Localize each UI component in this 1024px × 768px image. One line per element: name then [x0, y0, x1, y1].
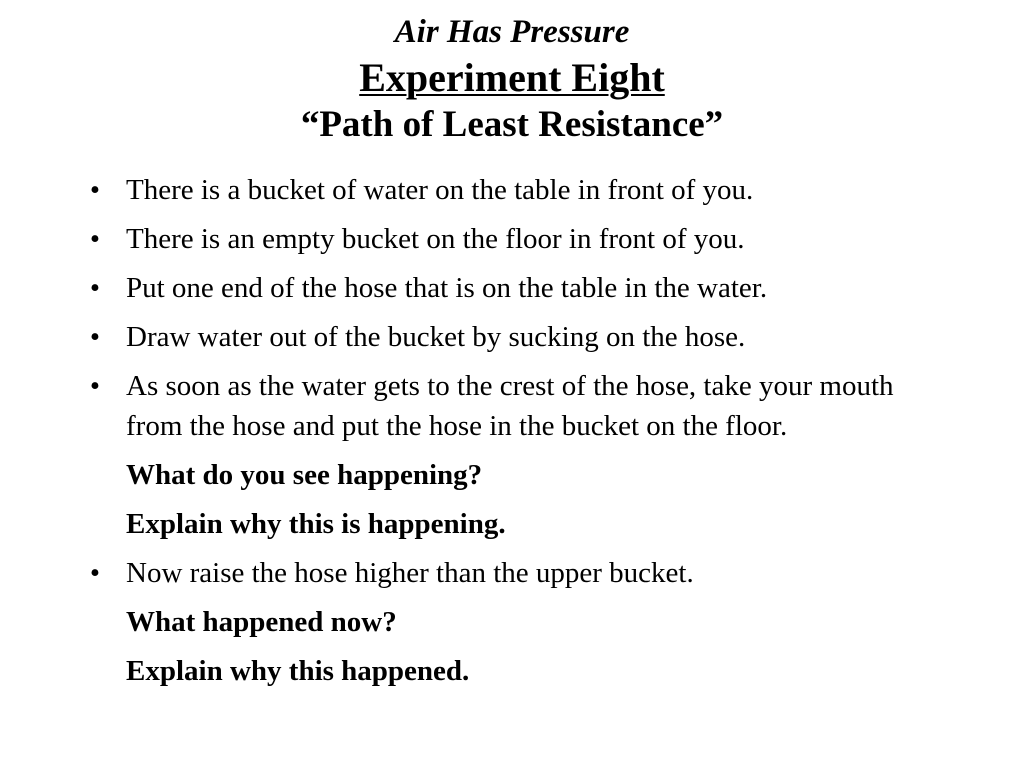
list-item-text: Now raise the hose higher than the upper bucket.	[126, 557, 694, 589]
list-item-text: As soon as the water gets to the crest of the hose, take your mouth from the hose and put the hose in the bucket on the floor.	[126, 370, 894, 442]
question-text: What do you see happening?	[126, 459, 483, 491]
question-item	[80, 455, 950, 495]
bullet-icon: •	[89, 223, 101, 255]
bullet-icon: •	[89, 272, 101, 304]
question-item	[80, 651, 950, 691]
list-item	[80, 219, 950, 259]
slide-subtitle: Air Has Pressure	[394, 14, 630, 50]
question-text: Explain why this happened.	[126, 655, 470, 687]
list-item-text: There is an empty bucket on the floor in front of you.	[126, 223, 745, 255]
question-item	[80, 504, 950, 544]
list-item-text: Draw water out of the bucket by sucking on the hose.	[126, 321, 746, 353]
list-item	[80, 553, 950, 593]
slide-quote-title: “Path of Least Resistance”	[300, 104, 724, 145]
bullet-icon: •	[89, 321, 101, 353]
bullet-icon: •	[89, 557, 101, 589]
question-text: Explain why this is happening.	[126, 508, 506, 540]
instruction-list	[80, 170, 950, 700]
title-block	[0, 10, 1024, 148]
bullet-icon: •	[89, 370, 101, 402]
list-item	[80, 317, 950, 357]
list-item	[80, 268, 950, 308]
bullet-icon: •	[89, 174, 101, 206]
slide-title: Experiment Eight	[359, 55, 665, 100]
question-text: What happened now?	[126, 606, 397, 638]
list-item-text: There is a bucket of water on the table in front of you.	[126, 174, 754, 206]
list-item-text: Put one end of the hose that is on the table in the water.	[126, 272, 768, 304]
list-item	[80, 170, 950, 210]
list-item	[80, 366, 950, 446]
question-item	[80, 602, 950, 642]
